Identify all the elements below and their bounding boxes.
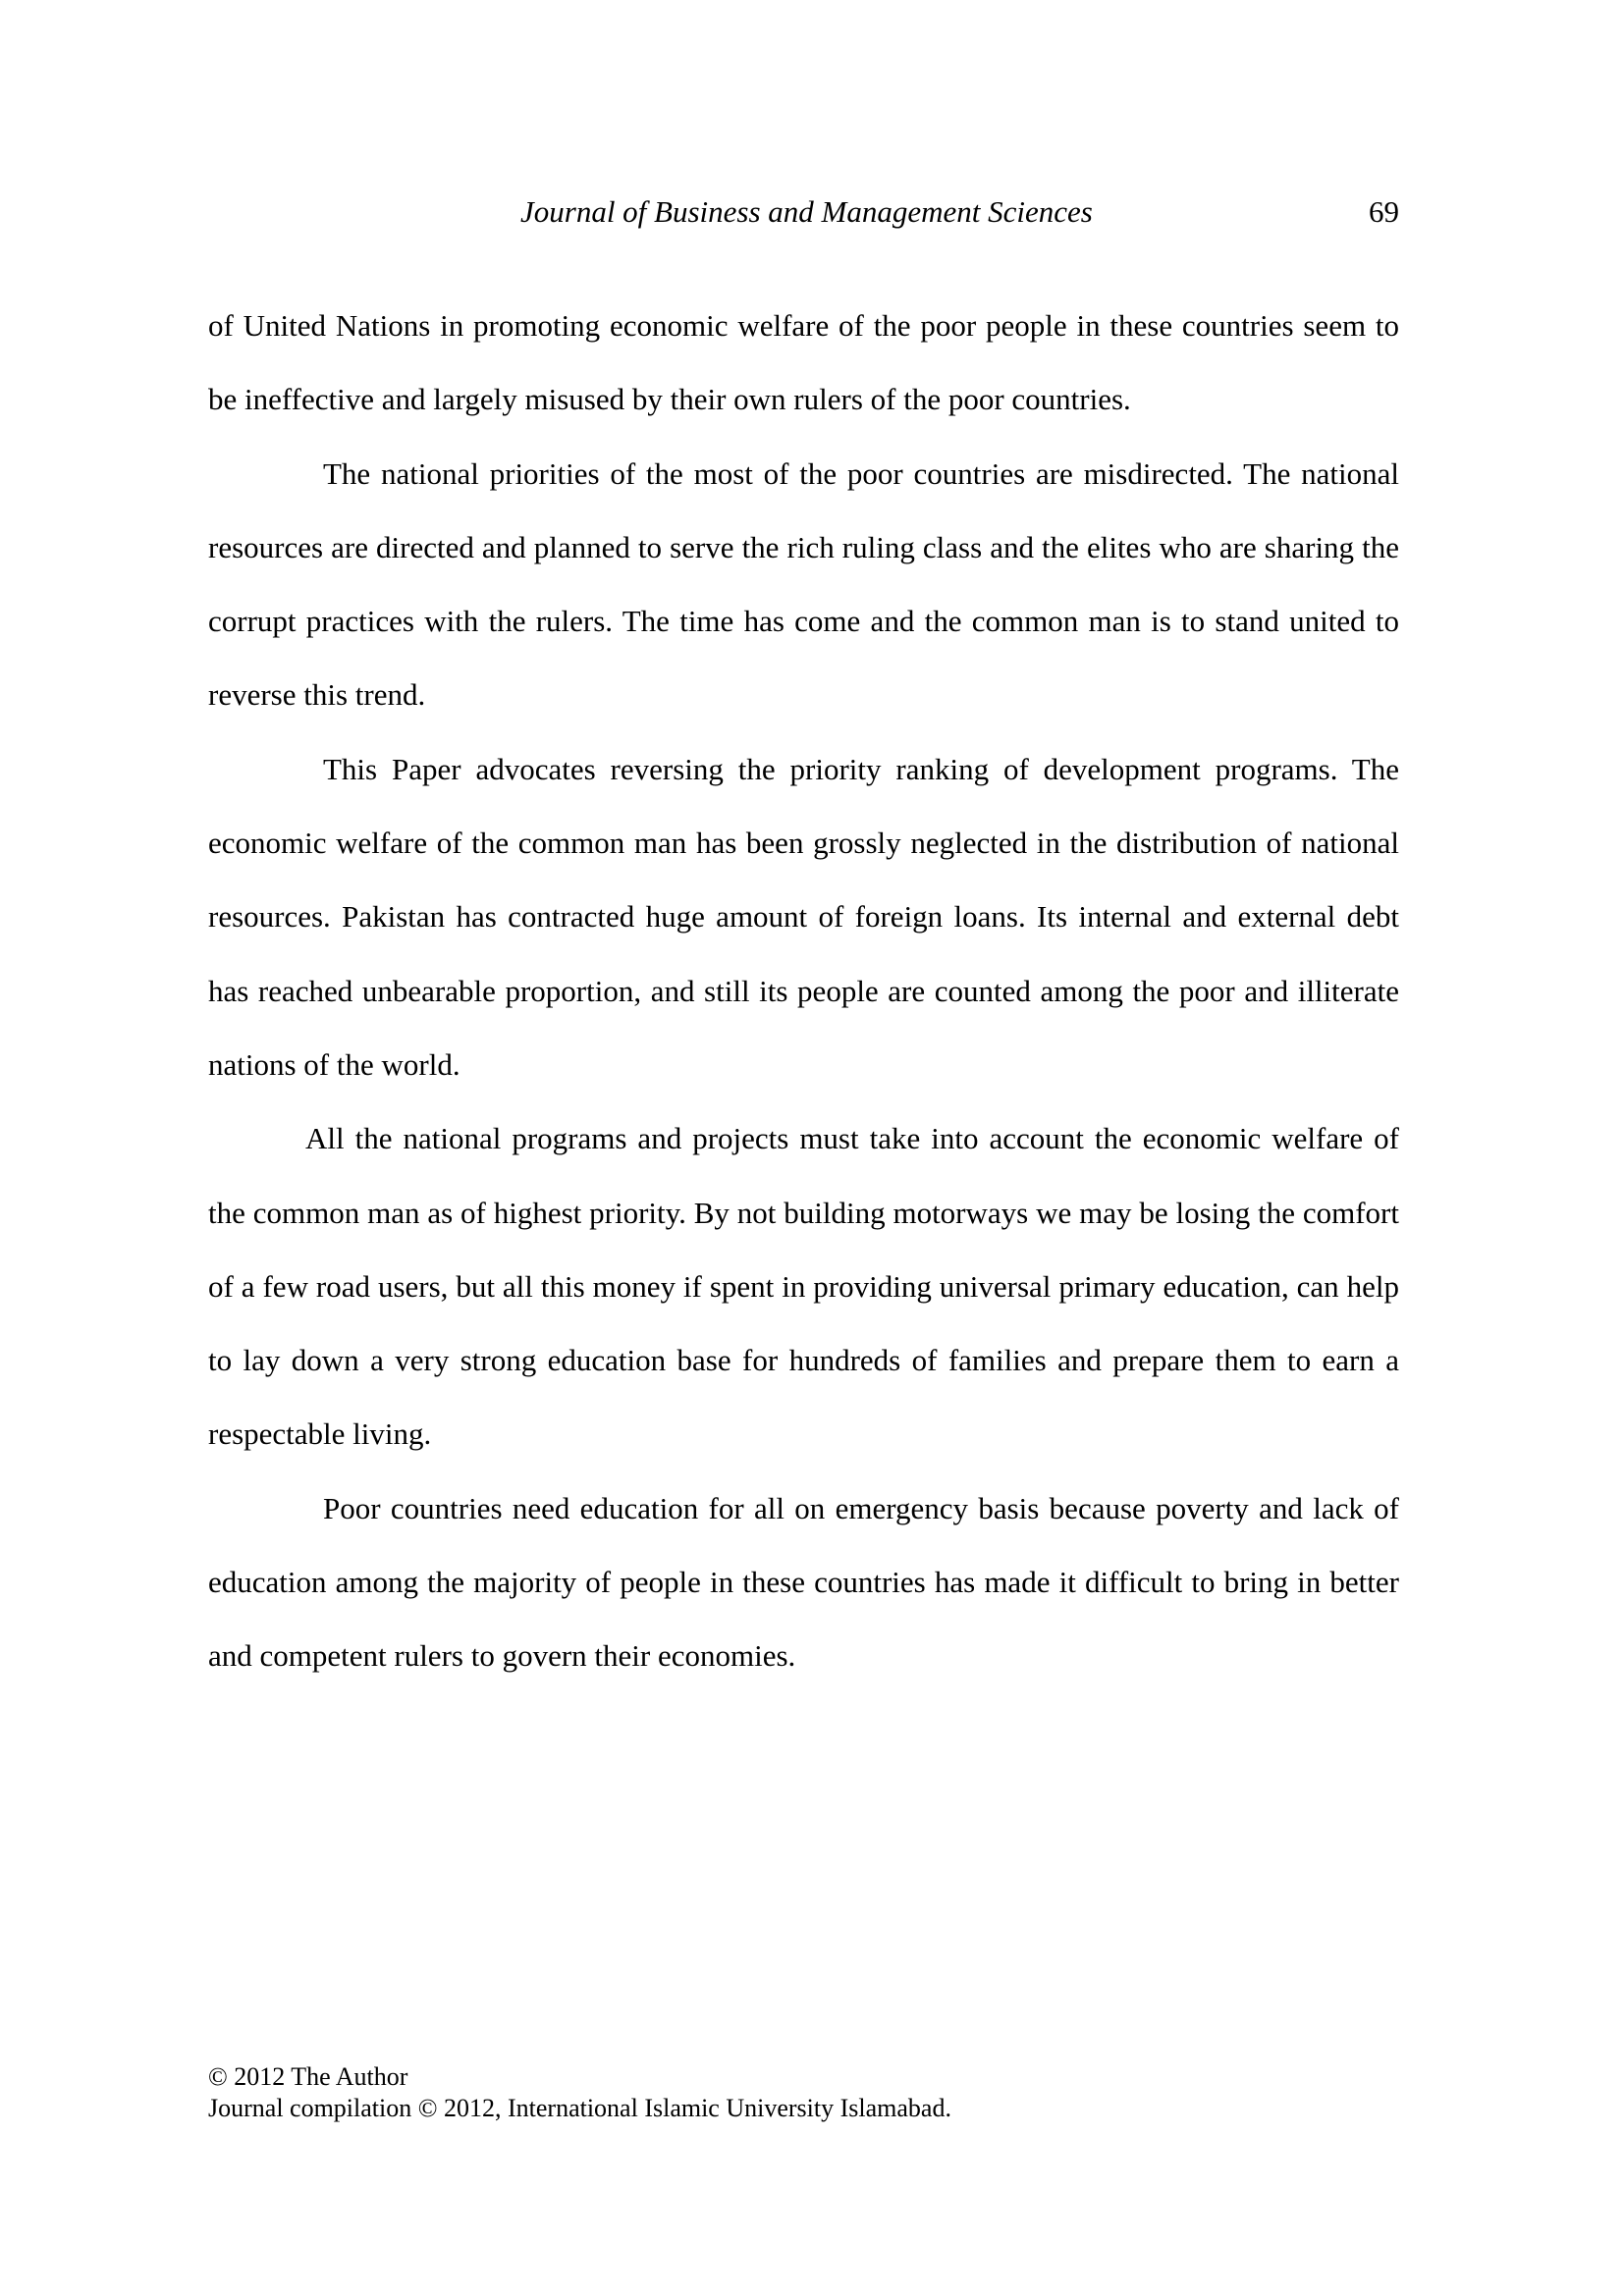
body-text — [208, 289, 1399, 1693]
paragraph-education-emergency: Poor countries need education for all on emergency basis because poverty and lack of education among the majority of people in these countries has made it difficult to bring in better and competent rulers to govern their economies. — [208, 1490, 1399, 1674]
running-head-journal-title: Journal of Business and Management Sciences — [520, 194, 1093, 229]
footer-copyright: © 2012 The Author — [208, 2062, 408, 2091]
footer-journal-compilation: Journal compilation © 2012, International Islamic University Islamabad. — [208, 2094, 951, 2122]
footer — [208, 2061, 951, 2124]
paragraph-priority-ranking: This Paper advocates reversing the priority ranking of development programs. The economic welfare of the common man has been grossly neglected in the distribution of national resources. Pakistan has contracted huge amount of foreign loans. Its internal and external debt has reached unbearable proportion, and still its people are counted among the poor and illiterate nations of the world. — [208, 751, 1399, 1082]
page-number: 69 — [1369, 194, 1399, 229]
paragraph-continuation: of United Nations in promoting economic welfare of the poor people in these countries seem to be ineffective and largely misused by their own rulers of the poor countries. — [208, 308, 1399, 417]
paragraph-national-programs: All the national programs and projects must take into account the economic welfare of the common man as of highest priority. By not building motorways we may be losing the comfort of a few road users, but all this money if spent in providing universal primary education, can help to lay down a very strong education base for hundreds of families and prepare them to earn a respectable living. — [208, 1121, 1399, 1452]
paragraph-national-priorities: The national priorities of the most of the poor countries are misdirected. The national resources are directed and planned to serve the rich ruling class and the elites who are sharing the corrupt practices with the rulers. The time has come and the common man is to stand united to reverse this trend. — [208, 455, 1399, 713]
